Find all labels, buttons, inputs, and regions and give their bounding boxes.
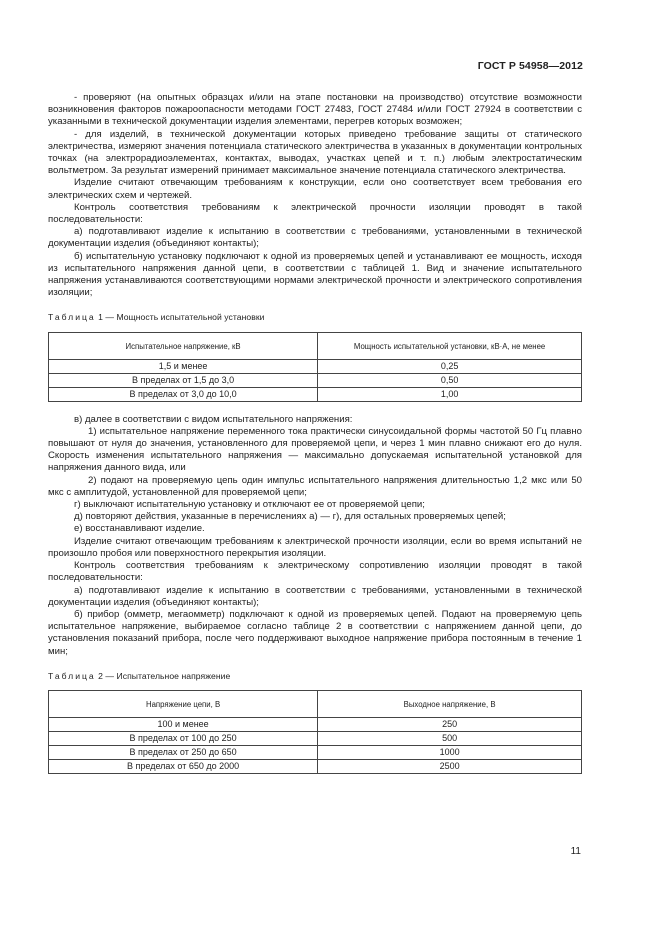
paragraph: г) выключают испытательную установку и отключают ее от проверяемой цепи; <box>74 499 425 511</box>
table-cell: В пределах от 3,0 до 10,0 <box>49 387 318 401</box>
paragraph: Контроль соответствия требованиям к электрической прочности изоляции проводят в такой последовательности: <box>48 201 582 226</box>
paragraph: б) прибор (омметр, мегаомметр) подключают к одной из проверяемых цепей. Подают на проверяемую цепь испытательное напряжение, выбираемое согласно таблице 2 в соответствии с напряжением данной цепи, до установления показаний прибора, после чего поддерживают выходное напряжение прибора постоянным в течение 1 мин; <box>48 608 582 657</box>
table-cell: 1000 <box>318 745 582 759</box>
page-number: 11 <box>570 846 581 857</box>
table-row <box>49 359 582 373</box>
table-header-cell: Испытательное напряжение, кВ <box>49 332 318 359</box>
paragraph: Изделие считают отвечающим требованиям к электрической прочности изоляции, если во время испытаний не произошло пробоя или поверхностного перекрытия изоляции. <box>48 535 582 559</box>
table-header-cell: Напряжение цепи, В <box>49 690 318 717</box>
table-cell: 1,5 и менее <box>49 359 318 373</box>
table-header-row <box>49 690 582 717</box>
paragraph: Изделие считают отвечающим требованиям к конструкции, если оно соответствует всем требования его электрических схем и чертежей. <box>48 177 582 201</box>
table-1-caption <box>48 311 582 323</box>
paragraph: Контроль соответствия требованиям к электрическому сопротивлению изоляции проводят в такой последовательности: <box>48 560 582 584</box>
table-cell: 1,00 <box>318 387 582 401</box>
table-1-caption-prefix: Таблица <box>48 312 96 323</box>
paragraph: 2) подают на проверяемую цепь один импульс испытательного напряжения длительностью 1,2 мкс или 50 мкс с амплитудой, установленной для проверяемой цепи; <box>48 474 582 498</box>
table-row <box>49 745 582 759</box>
table-cell: 100 и менее <box>49 717 318 731</box>
table-cell: В пределах от 1,5 до 3,0 <box>49 373 318 387</box>
paragraph-group-2 <box>48 414 582 658</box>
table-row <box>49 731 582 745</box>
table-row <box>49 387 582 401</box>
paragraph: е) восстанавливают изделие. <box>74 523 205 535</box>
table-2-caption-prefix: Таблица <box>48 670 96 681</box>
table-cell: 500 <box>318 731 582 745</box>
table-cell: 2500 <box>318 759 582 773</box>
paragraph: б) испытательную установку подключают к одной из проверяемых цепей и устанавливают ее мощность, исходя из испытательного напряжения данной цепи, в соответствии с таблицей 1. Вид и значение испытательного напряжения устанавливаются соответствующими нормами электрической прочности и электрического сопротивления изоляции; <box>48 250 582 299</box>
table-1-caption-text: 1 — Мощность испытательной установки <box>95 312 265 323</box>
table-row <box>49 759 582 773</box>
paragraph: а) подготавливают изделие к испытанию в соответствии с требованиями, установленными в технической документации изделия (объединяют контакты); <box>48 584 582 608</box>
table-row <box>49 373 582 387</box>
table-1 <box>48 332 582 402</box>
table-2-caption <box>48 670 582 682</box>
table-2 <box>48 690 582 774</box>
paragraph: 1) испытательное напряжение переменного тока практически синусоидальной формы частотой 50 Гц плавно повышают от нуля до значения, установленного для проверяемой цепи, и через 1 мин плавно снижают его до нуля. Скорость изменения испытательного напряжения — максимально допускаемая испытательной установкой для напряжения данного вида, или <box>48 425 582 474</box>
table-cell: В пределах от 650 до 2000 <box>49 759 318 773</box>
table-row <box>49 717 582 731</box>
table-2-caption-text: 2 — Испытательное напряжение <box>95 670 231 681</box>
page-content <box>48 92 582 786</box>
table-header-cell: Выходное напряжение, В <box>318 690 582 717</box>
table-cell: В пределах от 250 до 650 <box>49 745 318 759</box>
table-cell: 0,50 <box>318 373 582 387</box>
table-cell: 250 <box>318 717 582 731</box>
table-cell: В пределах от 100 до 250 <box>49 731 318 745</box>
paragraph: - проверяют (на опытных образцах и/или на этапе постановки на производство) отсутствие возможности возникновения факторов пожароопасности методами ГОСТ 27483, ГОСТ 27484 и/или ГОСТ 27924 в соответствии с указанными в технической документации изделия элементами, перегрев которых возможен; <box>48 92 582 128</box>
paragraph: а) подготавливают изделие к испытанию в соответствии с требованиями, установленными в технической документации изделия (объединяют контакты); <box>48 226 582 250</box>
paragraph: - для изделий, в технической документации которых приведено требование защиты от статического электричества, измеряют значения потенциала статического электричества в указанных в документации контрольных точках (на электрорадиоэлементах, контактах, выводах, участках цепей и т. п.) любым электростатическим вольтметром. За результат измерений принимает максимальное значение потенциала статического электричества. <box>48 128 582 177</box>
table-header-cell: Мощность испытательной установки, кВ·А, не менее <box>318 332 582 359</box>
table-header-row <box>49 332 582 359</box>
paragraph: в) далее в соответствии с видом испытательного напряжения: <box>74 413 353 425</box>
table-cell: 0,25 <box>318 359 582 373</box>
paragraph: д) повторяют действия, указанные в перечислениях а) — г), для остальных проверяемых цепей; <box>74 511 506 523</box>
paragraph-group-1 <box>48 92 582 299</box>
document-id-header: ГОСТ Р 54958—2012 <box>477 60 583 72</box>
